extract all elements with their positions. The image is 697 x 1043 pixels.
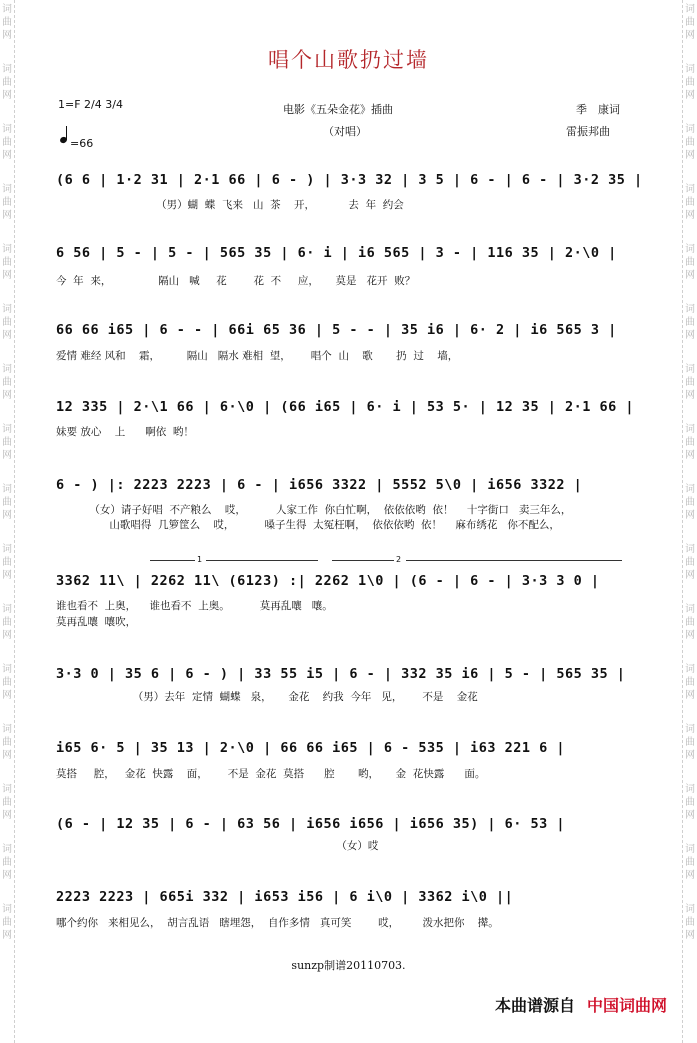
volta-number-2: 2 (396, 555, 402, 564)
watermark-char: 网 (685, 630, 695, 641)
volta-number-1: 1 (197, 555, 203, 564)
watermark-char: 曲 (685, 77, 695, 88)
watermark-char: 曲 (685, 317, 695, 328)
watermark-char: 网 (2, 270, 12, 281)
watermark-char: 词 (2, 604, 12, 615)
watermark-char: 网 (685, 750, 695, 761)
lyric-line: 莫搭 腔， 金花 快露 面， 不是 金花 莫搭 腔 哟， 金 花快露 面。 (56, 768, 486, 780)
watermark-char: 曲 (685, 677, 695, 688)
watermark-char: 词 (685, 604, 695, 615)
watermark-char: 曲 (2, 317, 12, 328)
source-label: 本曲谱源自 (494, 996, 575, 1015)
watermark-char: 网 (2, 390, 12, 401)
notation-line: 66 66 i65 | 6 - - | 66i 65 36 | 5 - - | 35 i6 | 6· 2 | i6 565 3 | (56, 322, 617, 338)
song-title: 唱个山歌扔过墙 (268, 48, 429, 72)
watermark-char: 网 (2, 210, 12, 221)
watermark-char: 词 (685, 484, 695, 495)
watermark-char: 词 (2, 244, 12, 255)
lyric-line: 今 年 来， 隔山 喊 花 花 不 应， 莫是 花开 败？ (56, 275, 416, 287)
watermark-char: 曲 (2, 437, 12, 448)
watermark-char: 曲 (685, 497, 695, 508)
watermark-char: 网 (685, 150, 695, 161)
watermark-char: 曲 (2, 197, 12, 208)
watermark-char: 网 (2, 870, 12, 881)
watermark-char: 曲 (685, 377, 695, 388)
watermark-char: 网 (2, 510, 12, 521)
watermark-char: 网 (685, 90, 695, 101)
watermark-char: 词 (685, 724, 695, 735)
watermark-char: 曲 (685, 437, 695, 448)
watermark-char: 曲 (685, 857, 695, 868)
watermark-char: 词 (685, 64, 695, 75)
watermark-char: 词 (2, 844, 12, 855)
watermark-char: 曲 (2, 677, 12, 688)
notation-line: (6 - | 12 35 | 6 - | 63 56 | i656 i656 | i656 35) | 6· 53 | (56, 816, 566, 832)
watermark-char: 词 (2, 424, 12, 435)
lyric-line-verse-1: （女）请子好唱 不产粮么 哎， 人家工作 你白忙啊， 依依依哟 依！ 十字街口 卖三年么， (56, 504, 572, 516)
watermark-char: 曲 (2, 917, 12, 928)
watermark-char: 网 (2, 450, 12, 461)
watermark-char: 词 (2, 64, 12, 75)
watermark-char: 词 (685, 124, 695, 135)
watermark-char: 词 (685, 544, 695, 555)
watermark-char: 词 (2, 304, 12, 315)
left-watermark-strip (0, 0, 15, 1043)
watermark-char: 网 (685, 450, 695, 461)
watermark-char: 词 (685, 184, 695, 195)
watermark-char: 网 (2, 90, 12, 101)
notation-line: i65 6· 5 | 35 13 | 2·\0 | 66 66 i65 | 6 - 535 | i63 221 6 | (56, 740, 566, 756)
lyric-line: （女）哎 (56, 840, 379, 852)
watermark-char: 词 (685, 364, 695, 375)
watermark-char: 网 (685, 930, 695, 941)
transcriber-credit: sunzp制谱20110703. (291, 959, 406, 972)
lyric-line-verse-2: 莫再乱嚷 嚷吹， (56, 616, 137, 628)
watermark-char: 词 (685, 304, 695, 315)
watermark-char: 曲 (2, 737, 12, 748)
watermark-char: 词 (685, 424, 695, 435)
watermark-char: 曲 (2, 257, 12, 268)
watermark-char: 词 (2, 364, 12, 375)
quarter-note-stem (66, 126, 67, 140)
watermark-char: 词 (685, 244, 695, 255)
watermark-char: 词 (2, 724, 12, 735)
watermark-char: 词 (685, 664, 695, 675)
lyricist-credit: 季 康词 (576, 103, 620, 116)
watermark-char: 曲 (685, 17, 695, 28)
watermark-char: 词 (2, 784, 12, 795)
watermark-char: 词 (685, 844, 695, 855)
watermark-char: 曲 (685, 737, 695, 748)
notation-line: 6 - ) |: 2223 2223 | 6 - | i656 3322 | 5552 5\0 | i656 3322 | (56, 477, 583, 493)
watermark-char: 网 (2, 150, 12, 161)
watermark-char: 网 (685, 330, 695, 341)
watermark-char: 曲 (685, 197, 695, 208)
watermark-char: 网 (685, 570, 695, 581)
watermark-char: 曲 (2, 137, 12, 148)
lyric-line: 妹要 放心 上 啊依 哟！ (56, 426, 194, 438)
watermark-char: 网 (685, 810, 695, 821)
watermark-char: 词 (685, 784, 695, 795)
lyric-line: （男）蝴 蝶 飞来 山 茶 开， 去 年 约会 (56, 199, 404, 211)
watermark-char: 曲 (2, 617, 12, 628)
watermark-char: 曲 (2, 17, 12, 28)
notation-line: 2223 2223 | 665i 332 | i653 i56 | 6 i\0 | 3362 i\0 || (56, 889, 514, 905)
watermark-char: 词 (2, 124, 12, 135)
right-watermark-strip (682, 0, 697, 1043)
watermark-char: 网 (685, 270, 695, 281)
watermark-char: 网 (2, 750, 12, 761)
watermark-char: 曲 (2, 497, 12, 508)
notation-line: 6 56 | 5 - | 5 - | 565 35 | 6· i | i6 565 | 3 - | 116 35 | 2·\0 | (56, 245, 617, 261)
watermark-char: 曲 (685, 257, 695, 268)
watermark-char: 网 (685, 30, 695, 41)
tempo-marking: =66 (70, 137, 94, 150)
watermark-char: 词 (2, 904, 12, 915)
watermark-char: 词 (2, 184, 12, 195)
performance-note: （对唱） (323, 125, 367, 138)
watermark-char: 词 (2, 544, 12, 555)
source-site-link[interactable]: 中国词曲网 (586, 996, 667, 1015)
notation-line: 3·3 0 | 35 6 | 6 - ) | 33 55 i5 | 6 - | 332 35 i6 | 5 - | 565 35 | (56, 666, 626, 682)
lyric-line: 哪个约你 来相见么， 胡言乱语 瞎埋怨， 自作多情 真可笑 哎， 泼水把你 撵。 (56, 917, 499, 929)
watermark-char: 词 (2, 4, 12, 15)
watermark-char: 网 (685, 690, 695, 701)
watermark-char: 网 (2, 690, 12, 701)
lyric-line: （男）去年 定情 蝴蝶 泉， 金花 约我 今年 见， 不是 金花 (56, 691, 478, 703)
watermark-char: 网 (2, 570, 12, 581)
watermark-char: 网 (685, 390, 695, 401)
watermark-char: 曲 (2, 557, 12, 568)
watermark-char: 曲 (2, 377, 12, 388)
source-attribution (495, 993, 667, 1016)
source-note: 电影《五朵金花》插曲 (283, 103, 393, 116)
notation-line: 3362 11\ | 2262 11\ (6123) :| 2262 1\0 | (6 - | 6 - | 3·3 3 0 | (56, 573, 600, 589)
watermark-char: 曲 (2, 857, 12, 868)
watermark-char: 网 (685, 210, 695, 221)
watermark-char: 曲 (685, 617, 695, 628)
key-signature: 1=F 2/4 3/4 (58, 98, 123, 111)
watermark-char: 词 (685, 4, 695, 15)
notation-line: (6 6 | 1·2 31 | 2·1 66 | 6 - ) | 3·3 32 | 3 5 | 6 - | 6 - | 3·2 35 | (56, 172, 643, 188)
watermark-char: 曲 (685, 137, 695, 148)
watermark-char: 曲 (2, 797, 12, 808)
watermark-char: 网 (2, 930, 12, 941)
watermark-char: 网 (2, 330, 12, 341)
composer-credit: 雷振邦曲 (566, 125, 610, 138)
notation-line: 12 335 | 2·\1 66 | 6·\0 | (66 i65 | 6· i | 53 5· | 12 35 | 2·1 66 | (56, 399, 635, 415)
watermark-char: 词 (2, 664, 12, 675)
lyric-line: 爱情 难经 风和 霜， 隔山 隔水 难相 望， 唱个 山 歌 扔 过 墙， (56, 350, 459, 362)
watermark-char: 网 (2, 630, 12, 641)
watermark-char: 词 (2, 484, 12, 495)
watermark-char: 网 (2, 30, 12, 41)
watermark-char: 网 (2, 810, 12, 821)
lyric-line-verse-1: 谁也看不 上奥， 谁也看不 上奥。 莫再乱嚷 嚷。 (56, 600, 333, 612)
watermark-char: 曲 (685, 917, 695, 928)
watermark-char: 词 (685, 904, 695, 915)
lyric-line-verse-2: 山歌唱得 几箩筐么 哎， 嗓子生得 太冤枉啊， 依依依哟 依！ 麻布绣花 你不配么， (56, 519, 560, 531)
watermark-char: 曲 (685, 797, 695, 808)
watermark-char: 网 (685, 510, 695, 521)
watermark-char: 曲 (685, 557, 695, 568)
watermark-char: 曲 (2, 77, 12, 88)
watermark-char: 网 (685, 870, 695, 881)
